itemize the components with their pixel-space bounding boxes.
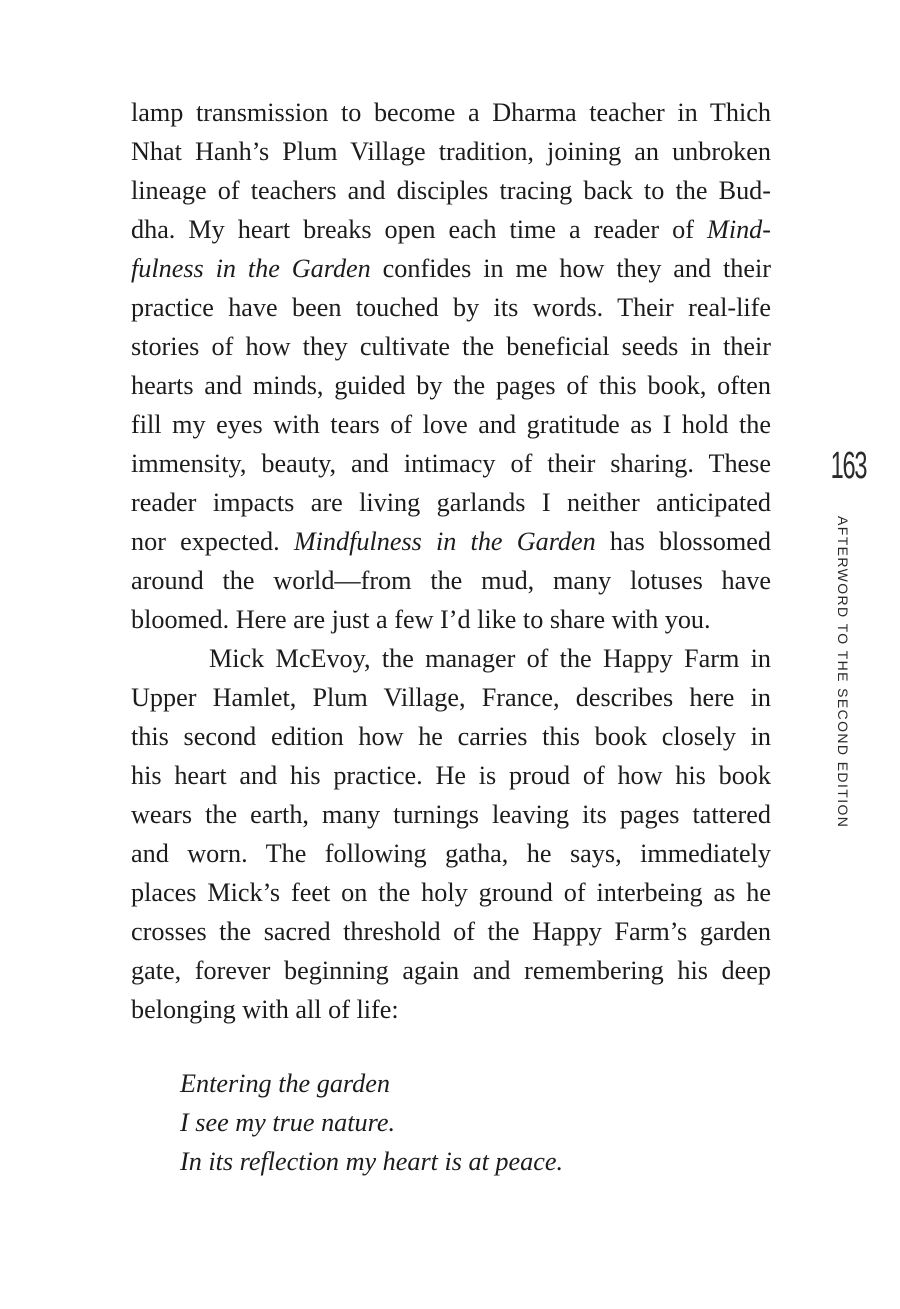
text-line xyxy=(131,249,771,288)
text-line xyxy=(131,327,771,366)
text-run: and worn. The following gatha, he says, immediately xyxy=(131,839,771,868)
text-run: confides in me how they and their xyxy=(370,254,771,283)
text-line xyxy=(131,678,771,717)
text-line xyxy=(131,951,771,990)
text-run: around the world—from the mud, many lotuses have xyxy=(131,566,771,595)
body-text xyxy=(131,93,771,1029)
text-run: wears the earth, many turnings leaving its pages tattered xyxy=(131,800,771,829)
text-line xyxy=(131,990,771,1029)
italic-title-text: Mindfulness in the Garden xyxy=(293,527,596,556)
text-run: has blossomed xyxy=(595,527,771,556)
text-run: dha. My heart breaks open each time a reader of xyxy=(131,215,707,244)
text-line xyxy=(131,912,771,951)
text-run: lineage of teachers and disciples tracing back to the Bud- xyxy=(131,176,771,205)
text-line xyxy=(131,210,771,249)
verse-line: I see my true nature. xyxy=(180,1108,396,1137)
text-run: gate, forever beginning again and remembering his deep xyxy=(131,956,771,985)
text-line xyxy=(131,93,771,132)
text-run: lamp transmission to become a Dharma teacher in Thich xyxy=(131,98,771,127)
gatha-verse xyxy=(180,1064,563,1181)
text-line xyxy=(131,717,771,756)
text-run: stories of how they cultivate the beneficial seeds in their xyxy=(131,332,771,361)
text-run: immensity, beauty, and intimacy of their sharing. These xyxy=(131,449,771,478)
text-run: fill my eyes with tears of love and gratitude as I hold the xyxy=(131,410,771,439)
verse-line: Entering the garden xyxy=(180,1069,390,1098)
italic-title-text: fulness in the Garden xyxy=(131,254,371,283)
text-run: hearts and minds, guided by the pages of this book, often xyxy=(131,371,771,400)
italic-title-text: Mind- xyxy=(707,215,771,244)
text-line xyxy=(131,405,771,444)
text-line xyxy=(131,834,771,873)
text-line xyxy=(131,444,771,483)
text-line xyxy=(131,288,771,327)
text-line xyxy=(131,756,771,795)
text-run: practice have been touched by its words. Their real-life xyxy=(131,293,771,322)
paragraph-1 xyxy=(131,93,771,639)
text-run: nor expected. xyxy=(131,527,294,556)
text-line xyxy=(131,132,771,171)
text-line xyxy=(131,171,771,210)
verse-line: In its reflection my heart is at peace. xyxy=(180,1147,564,1176)
text-line xyxy=(131,600,771,639)
text-line xyxy=(131,366,771,405)
text-run: this second edition how he carries this book closely in xyxy=(131,722,771,751)
text-run: places Mick’s feet on the holy ground of interbeing as he xyxy=(131,878,771,907)
running-head: AFTERWORD TO THE SECOND EDITION xyxy=(835,516,851,829)
text-line xyxy=(131,795,771,834)
text-run: belonging with all of life: xyxy=(131,995,399,1024)
text-line xyxy=(131,561,771,600)
text-line xyxy=(131,873,771,912)
text-run: crosses the sacred threshold of the Happy Farm’s garden xyxy=(131,917,771,946)
text-line xyxy=(131,639,771,678)
text-line xyxy=(131,483,771,522)
text-run: Upper Hamlet, Plum Village, France, describes here in xyxy=(131,683,771,712)
text-run: Nhat Hanh’s Plum Village tradition, joining an unbroken xyxy=(131,137,771,166)
text-run: his heart and his practice. He is proud of how his book xyxy=(131,761,771,790)
text-run: reader impacts are living garlands I neither anticipated xyxy=(131,488,771,517)
paragraph-2 xyxy=(131,639,771,1029)
text-line xyxy=(131,522,771,561)
page-number: 163 xyxy=(830,445,867,487)
text-run: Mick McEvoy, the manager of the Happy Farm in xyxy=(209,644,771,673)
text-run: bloomed. Here are just a few I’d like to share with you. xyxy=(131,605,711,634)
